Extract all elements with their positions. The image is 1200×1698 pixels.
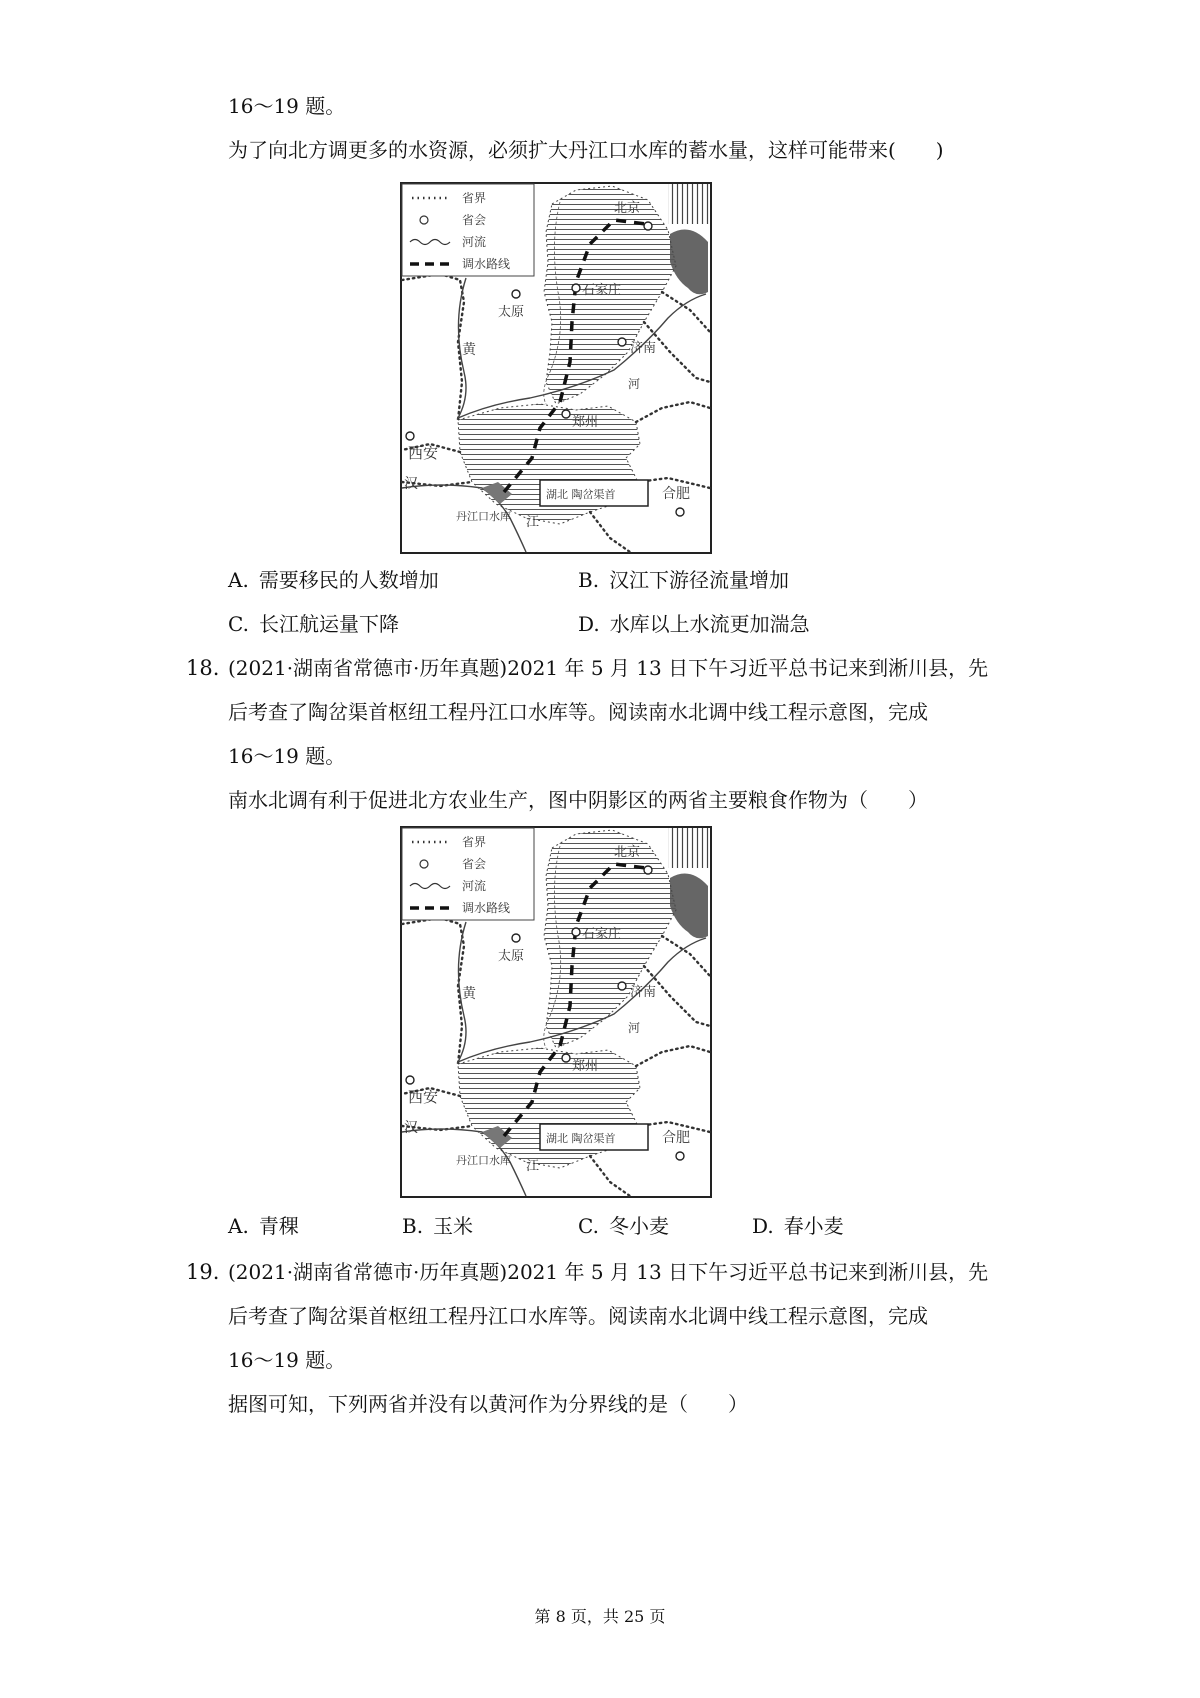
q19-stem-line2: 后考查了陶岔渠首枢纽工程丹江口水库等。阅读南水北调中线工程示意图，完成: [228, 1304, 928, 1328]
map-label-taiyuan: 太原: [498, 305, 525, 320]
map-label-huang: 黄: [462, 986, 476, 1002]
map-city-shijiazhuang: [572, 928, 580, 936]
south-north-water-map: [400, 182, 712, 554]
legend-label: 河流: [462, 879, 487, 893]
map-city-zhengzhou: [562, 1054, 570, 1062]
map-label-han: 汉: [404, 476, 418, 492]
q18-number: 18.: [186, 656, 220, 680]
south-north-water-map-2: [400, 826, 712, 1198]
map-label-jiang: 江: [526, 515, 540, 530]
prev-question-tail: 16～19 题。: [228, 94, 346, 118]
q18-stem-line3: 16～19 题。: [228, 744, 346, 768]
page-footer: 第 8 页，共 25 页: [534, 1607, 666, 1626]
q19-stem-line1: (2021·湖南省常德市·历年真题)2021 年 5 月 13 日下午习近平总书记来到淅川县，先: [228, 1260, 989, 1284]
map-city-hefei: [676, 1152, 684, 1160]
map-city-beijing: [644, 222, 652, 230]
map-label-danjiangkou: 丹江口水库: [456, 1154, 511, 1167]
q17-question: 为了向北方调更多的水资源，必须扩大丹江口水库的蓄水量，这样可能带来( ): [228, 138, 944, 162]
map-city-jinan: [618, 982, 626, 990]
legend-label: 省界: [462, 835, 487, 849]
map-label-han: 汉: [404, 1120, 418, 1136]
legend-label: 省界: [462, 191, 487, 205]
q19-number: 19.: [186, 1260, 220, 1284]
q17-option-b[interactable]: B. 汉江下游径流量增加: [578, 568, 790, 592]
map-city-shijiazhuang: [572, 284, 580, 292]
map-corner-hatch: [668, 828, 710, 868]
map-label-huang: 黄: [462, 342, 476, 358]
q18-stem-line1: (2021·湖南省常德市·历年真题)2021 年 5 月 13 日下午习近平总书记来到淅川县，先: [228, 656, 989, 680]
q19-stem-line3: 16～19 题。: [228, 1348, 346, 1372]
map-label-danjiangkou: 丹江口水库: [456, 510, 511, 523]
map-label-hefei: 合肥: [662, 486, 690, 502]
legend-label: 河流: [462, 235, 487, 249]
map-label-xian: 西安: [408, 1088, 439, 1106]
map-city-taiyuan: [512, 934, 520, 942]
q17-option-c[interactable]: C. 长江航运量下降: [228, 612, 399, 636]
map-label-he: 河: [628, 377, 641, 391]
q18-question: 南水北调有利于促进北方农业生产，图中阴影区的两省主要粮食作物为（ ）: [228, 788, 928, 812]
map-label-zhengzhou: 郑州: [572, 415, 599, 430]
legend-label: 省会: [462, 857, 487, 871]
map-city-hefei: [676, 508, 684, 516]
q18-option-c[interactable]: C. 冬小麦: [578, 1214, 669, 1238]
map-city-jinan: [618, 338, 626, 346]
map-label-jinan: 济南: [630, 341, 657, 356]
map-city-taiyuan: [512, 290, 520, 298]
q18-option-a[interactable]: A. 青稞: [228, 1214, 299, 1238]
map-label-jiang: 江: [526, 1159, 540, 1174]
map-canal-box-label: 湖北 陶岔渠首: [546, 488, 616, 501]
map-legend: [402, 828, 534, 920]
map-label-xian: 西安: [408, 444, 439, 462]
map-label-he: 河: [628, 1021, 641, 1035]
map-label-hefei: 合肥: [662, 1130, 690, 1146]
map-city-xian: [406, 1076, 414, 1084]
q18-option-d[interactable]: D. 春小麦: [752, 1214, 844, 1238]
map-city-zhengzhou: [562, 410, 570, 418]
q17-option-d[interactable]: D. 水库以上水流更加湍急: [578, 612, 810, 636]
legend-label: 省会: [462, 213, 487, 227]
map-label-beijing: 北京: [614, 201, 641, 216]
q17-option-a[interactable]: A. 需要移民的人数增加: [228, 568, 439, 592]
q18-option-b[interactable]: B. 玉米: [402, 1214, 474, 1238]
map-canal-box-label: 湖北 陶岔渠首: [546, 1132, 616, 1145]
map-label-taiyuan: 太原: [498, 949, 525, 964]
q18-stem-line2: 后考查了陶岔渠首枢纽工程丹江口水库等。阅读南水北调中线工程示意图，完成: [228, 700, 928, 724]
map-city-beijing: [644, 866, 652, 874]
map-legend: [402, 184, 534, 276]
legend-label: 调水路线: [462, 257, 511, 271]
map-corner-hatch: [668, 184, 710, 224]
map-city-xian: [406, 432, 414, 440]
legend-label: 调水路线: [462, 901, 511, 915]
map-label-shijiazhuang: 石家庄: [582, 283, 622, 298]
map-label-shijiazhuang: 石家庄: [582, 927, 622, 942]
map-label-jinan: 济南: [630, 985, 657, 1000]
map-label-beijing: 北京: [614, 845, 641, 860]
q19-question: 据图可知，下列两省并没有以黄河作为分界线的是（ ）: [228, 1392, 748, 1416]
map-label-zhengzhou: 郑州: [572, 1059, 599, 1074]
